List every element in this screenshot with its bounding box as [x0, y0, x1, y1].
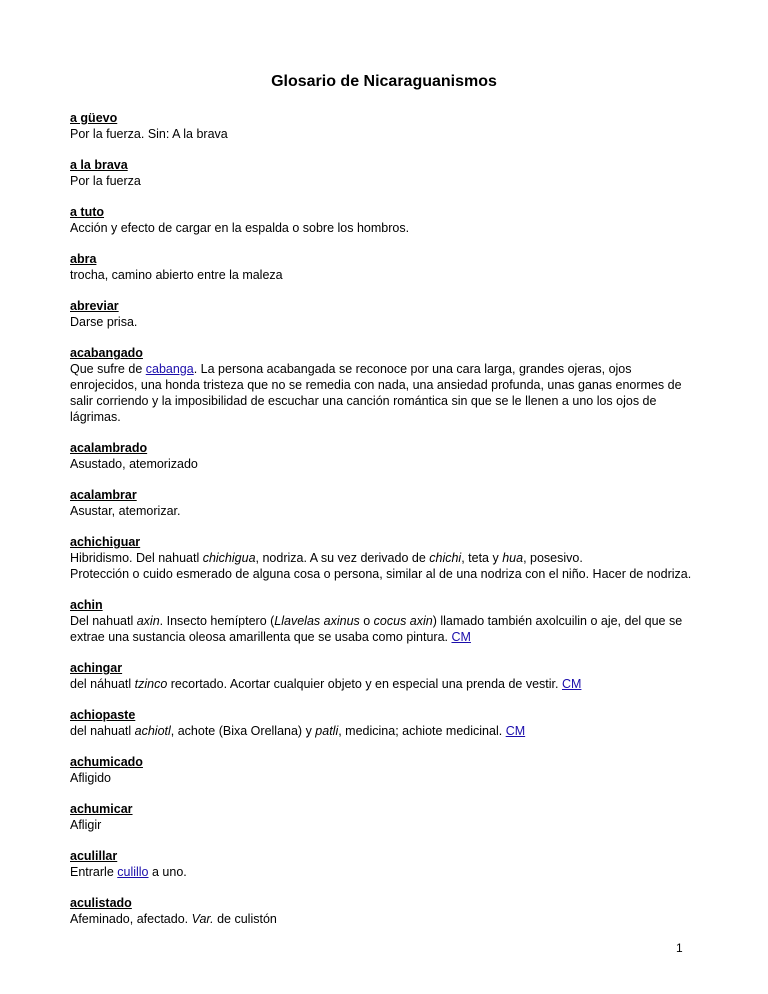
glossary-entry: [70, 204, 700, 236]
entry-definition: [70, 267, 700, 283]
glossary-entry: [70, 801, 700, 833]
definition-text: del nahuatl: [70, 724, 135, 738]
definition-text: Afligir: [70, 818, 102, 832]
entry-term: a tuto: [70, 205, 105, 219]
cross-reference-link[interactable]: CM: [451, 630, 471, 644]
definition-text: Que sufre de: [70, 362, 146, 376]
definition-text: Afligido: [70, 771, 111, 785]
definition-text: Por la fuerza. Sin: A la brava: [70, 127, 228, 141]
glossary-entry: [70, 895, 700, 927]
definition-text: Del nahuatl: [70, 614, 137, 628]
entry-term: achumicar: [70, 802, 133, 816]
definition-text: o: [359, 614, 374, 628]
entry-definition: [70, 126, 700, 142]
definition-text: . Insecto hemíptero (: [159, 614, 275, 628]
entry-definition: [70, 503, 700, 519]
entry-term: achichiguar: [70, 535, 141, 549]
definition-text: Por la fuerza: [70, 174, 141, 188]
definition-text: Darse prisa.: [70, 315, 138, 329]
definition-text: ) llamado también axolcuilin o aje, del que se extrae una sustancia oleosa amarillenta que se usaba como pintura.: [70, 614, 683, 644]
entry-term: achiopaste: [70, 708, 136, 722]
glossary-entry: [70, 660, 700, 692]
entry-definition: [70, 864, 700, 880]
glossary-entry: [70, 848, 700, 880]
italic-term: achiotl: [134, 724, 171, 738]
italic-term: axin: [136, 614, 160, 628]
cross-reference-link[interactable]: culillo: [117, 865, 149, 879]
definition-text: . La persona acabangada se reconoce por una cara larga, grandes ojeras, ojos enrojecidos, una honda tristeza que no se remedia con nada, una ansiedad profunda, unas ganas enormes de salir corriendo y la imposibilidad de escuchar una canción romántica sin que se le llenen a uno los ojos de lágrimas.: [70, 362, 682, 424]
glossary-entry: [70, 707, 700, 739]
italic-term: Llavelas axinus: [274, 614, 360, 628]
entry-definition: [70, 456, 700, 472]
definition-text: Asustar, atemorizar.: [70, 504, 181, 518]
cross-reference-link[interactable]: CM: [561, 677, 582, 691]
entry-term: acalambrar: [70, 488, 137, 502]
glossary-entry: [70, 754, 700, 786]
definition-text: trocha, camino abierto entre la maleza: [70, 268, 283, 282]
definition-text: recortado. Acortar cualquier objeto y en especial una prenda de vestir.: [167, 677, 562, 691]
definition-text: Hibridismo. Del nahuatl: [70, 551, 203, 565]
glossary-entry: [70, 110, 700, 142]
entry-definition: [70, 723, 700, 739]
definition-text: de culistón: [213, 912, 277, 926]
definition-text: Asustado, atemorizado: [70, 457, 198, 471]
entry-definition: [70, 613, 700, 645]
italic-term: chichigua: [202, 551, 256, 565]
entry-definition: [70, 676, 700, 692]
entry-term: achin: [70, 598, 103, 612]
glossary-entries: [70, 110, 700, 942]
page-number: 1: [676, 941, 683, 955]
glossary-entry: [70, 487, 700, 519]
entry-term: achumicado: [70, 755, 143, 769]
definition-text: Acción y efecto de cargar en la espalda o sobre los hombros.: [70, 221, 410, 235]
glossary-entry: [70, 157, 700, 189]
definition-text: , medicina; achiote medicinal.: [338, 724, 506, 738]
entry-definition: [70, 817, 700, 833]
entry-definition: [70, 220, 700, 236]
entry-term: achingar: [70, 661, 123, 675]
entry-definition: [70, 911, 700, 927]
entry-definition: [70, 550, 700, 582]
glossary-entry: [70, 440, 700, 472]
italic-term: hua: [502, 551, 524, 565]
definition-text: , posesivo.: [523, 551, 583, 565]
entry-definition: [70, 173, 700, 189]
italic-term: tzinco: [134, 677, 168, 691]
definition-text: Protección o cuido esmerado de alguna cosa o persona, similar al de una nodriza con el niño. Hacer de nodriza.: [70, 567, 692, 581]
definition-text: , teta y: [461, 551, 503, 565]
definition-text: Afeminado, afectado.: [70, 912, 192, 926]
entry-term: a la brava: [70, 158, 128, 172]
cross-reference-link[interactable]: cabanga: [145, 362, 194, 376]
definition-text: , nodriza. A su vez derivado de: [255, 551, 430, 565]
entry-term: a güevo: [70, 111, 118, 125]
italic-term: cocus axin: [373, 614, 433, 628]
italic-term: Var.: [191, 912, 214, 926]
entry-term: abreviar: [70, 299, 119, 313]
italic-term: chichi: [429, 551, 462, 565]
entry-term: abra: [70, 252, 97, 266]
definition-text: , achote (Bixa Orellana) y: [170, 724, 316, 738]
definition-text: a uno.: [148, 865, 187, 879]
entry-definition: [70, 770, 700, 786]
page-title: Glosario de Nicaraguanismos: [271, 73, 497, 90]
glossary-entry: [70, 298, 700, 330]
entry-term: aculillar: [70, 849, 118, 863]
definition-text: Entrarle: [70, 865, 118, 879]
entry-term: aculistado: [70, 896, 132, 910]
italic-term: patli: [315, 724, 339, 738]
definition-text: del náhuatl: [70, 677, 135, 691]
glossary-entry: [70, 251, 700, 283]
glossary-entry: [70, 597, 700, 645]
glossary-entry: [70, 534, 700, 582]
cross-reference-link[interactable]: CM: [505, 724, 526, 738]
entry-term: acalambrado: [70, 441, 148, 455]
entry-term: acabangado: [70, 346, 143, 360]
entry-definition: [70, 361, 700, 425]
entry-definition: [70, 314, 700, 330]
glossary-entry: [70, 345, 700, 425]
